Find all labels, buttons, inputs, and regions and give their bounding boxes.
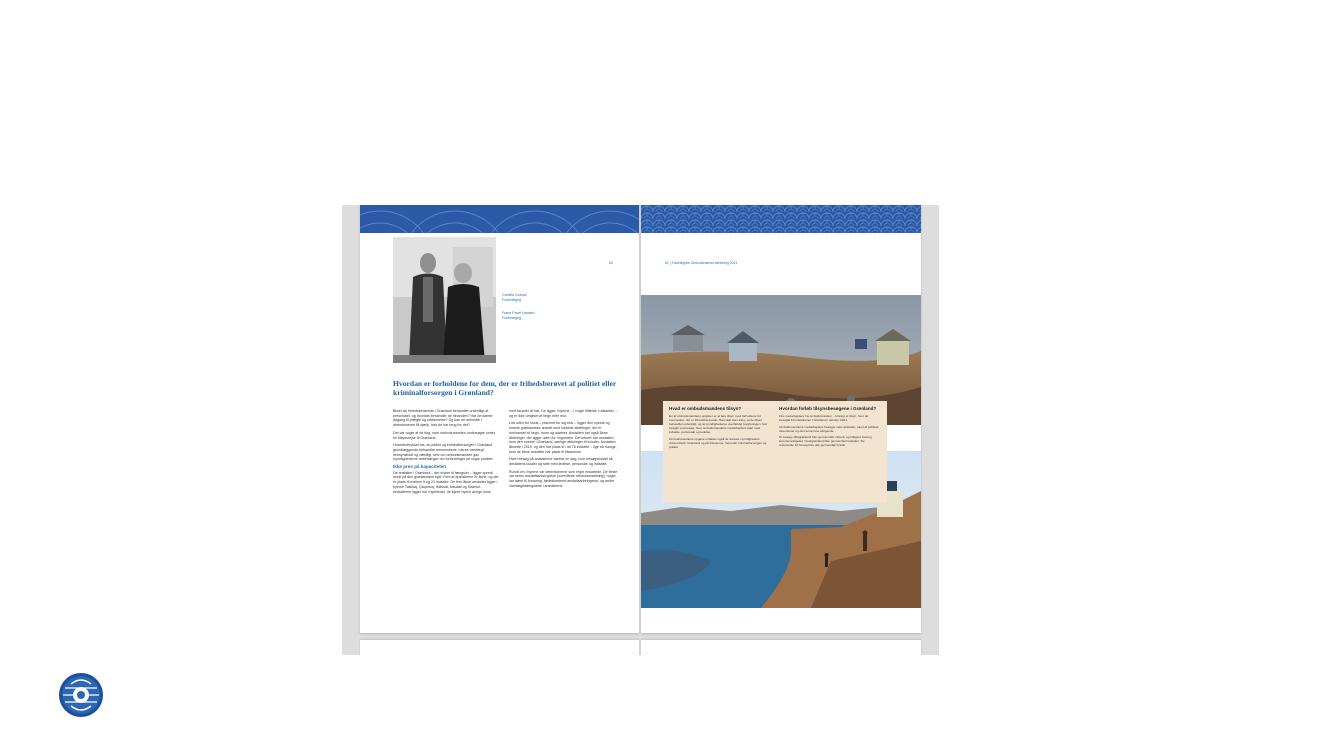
article-column-1 xyxy=(393,409,499,497)
caption-role: Fuldmægtig xyxy=(502,315,521,320)
paragraph: Ombudsmandens opgave omfatter også de danske myndigheders virksomhed i Grønland og på Færøerne, herunder kriminalforsorgen og politiet. xyxy=(669,436,767,449)
next-page-right xyxy=(641,640,921,655)
running-header xyxy=(665,261,737,265)
paragraph: Bliver de frihedsberøvede i Grønland behandlet ordentligt af personalet, og hvordan behandler de hinanden? Har de dømte adgang til prægte og uddannelse? Og kan de anholdte i detentionerne få hjælp, hvis de har brug for det? xyxy=(393,409,493,428)
info-box-column-2 xyxy=(779,406,879,450)
article-headline: Hvordan er forholdene for dem, der er frihedsberøvet af politiet eller kriminalforsorgen i Grønland? xyxy=(393,379,617,397)
caption-name: Frans Pavel Hansen xyxy=(502,311,535,315)
paragraph: En af ombudsmandens opgaver er at føre tilsyn med forholdene for mennesker, der er frihedsberøvede. Han skal især sikre, at de bliver behandlet ordentligt, og at myndighederne overholder lovgivningen. Det foregår ved besøg, hvor ombudsmandens medarbejdere taler med indsatte, personale og ledelse. xyxy=(669,414,768,435)
paragraph: Fire medarbejdere fra ombudsmanden – foretog et tilsyn, hvor de besøgte 10 institutioner i Grønland i oktober 2021. xyxy=(779,414,869,423)
paragraph: To besøg i Østgrønland blev gennemført virtuelt, og tidligere foretog kommunefogedet i Vestgrønland ikke gennemført teletekst. De resterende 19 besøg blev alle gennemført fysisk. xyxy=(779,435,872,448)
info-box-title: Hvordan forløb tilsynsbesøgene i Grønland? xyxy=(779,406,877,411)
article-column-2 xyxy=(509,409,619,492)
caption-role: Fuldmægtig xyxy=(502,297,521,302)
paragraph: Ombudsmandens medarbejdere besøgte seks anstalter, samt af politiets detentioner og den kommune afvigende. xyxy=(779,424,879,433)
coat-of-arms-logo-icon xyxy=(58,672,104,718)
info-box xyxy=(663,401,887,503)
header-separator: | xyxy=(669,261,672,265)
next-page-left xyxy=(360,640,639,655)
decorative-wave-band xyxy=(360,205,639,233)
info-box-column-1 xyxy=(669,406,769,451)
paragraph: med facader af træ. De ligger i byerne – i nogle tilfælde i udkanten – og er ikke omgivet af hegn eller mur. xyxy=(509,409,618,418)
page-number: 61 xyxy=(665,261,669,265)
document-preview xyxy=(342,205,939,655)
paragraph: De anstalter i Grønland – der svarer til fængsler – ligger spredt rundt på den grønlandske kyst. Fem af anstalterne er åbne, og der er plads til mellem 9 og 21 indsatte. De fem åbne anstalter ligger i byerne Tasiilaq, Qaqortoq, Ilulissat, Aasiaat og Sisimiut. Anstalterne ligger ind i bybilledet, de ligner byens øvrige huse xyxy=(393,470,499,494)
portrait-photo xyxy=(393,237,496,363)
paragraph: Rundt om i byerne var detentionerne som regel ensartede. De fleste var deres anstaltsanbringelse (overvåede retsforanstaltning), nogle var dømt til forvaring, fællesbestemt anstaltsanbringelse, og andre varetægtsfængslede i anstalterne. xyxy=(509,469,618,488)
decorative-scale-band xyxy=(641,205,921,233)
left-page xyxy=(360,205,639,633)
page-number: 60 xyxy=(609,261,613,265)
paragraph: Det var nogle af de ting, som ombudsmanden undersøgte under en tilsynsrejse til Grønland. xyxy=(393,430,496,440)
paragraph: Lidt uden for Nuuk – placeret for sig selv – ligger den nyeste og eneste grønlandske anstalt med lukkede afdelinger, der er omkranset af hegn, mure og alarmer. Anstalten har også åbne afdelinger, der ligger uden for ringmuren. Derudover har anstalten, som den eneste i Grønland, særlige afdelinger til kvinder. Anstalten åbnede i 2019, og den har plads til i alt 76 indsatte – lige så mange, som de åbne anstalter har plads til tilsammen. xyxy=(509,421,617,454)
info-box-title: Hvad er ombudsmandens tilsyn? xyxy=(669,406,742,411)
paragraph: Hvert besøg på anstalterne varede en dag, hvor besøgsholdet så anstaltens lokaler og talte med ledelse, personale og indsatte. xyxy=(509,457,613,467)
header-title: Folketingets Ombudsmands beretning 2021 xyxy=(671,261,738,265)
right-page xyxy=(641,205,921,633)
caption-name: Camilla Gobrall xyxy=(502,293,527,297)
paragraph: Hovedindtrykket var, at politiet og kriminalforsorgen i Grønland grundlæggende behandler menneskene i deres varetægt hensynsfuldt og værdigt, selv om ombudsmanden gav myndighederne anbefalinger om forbedringer på nogle punkter. xyxy=(393,443,494,462)
caption-person-1 xyxy=(502,293,527,302)
caption-person-2 xyxy=(502,311,535,320)
section-subheading: Ikke pres på kapaciteten xyxy=(393,464,447,470)
